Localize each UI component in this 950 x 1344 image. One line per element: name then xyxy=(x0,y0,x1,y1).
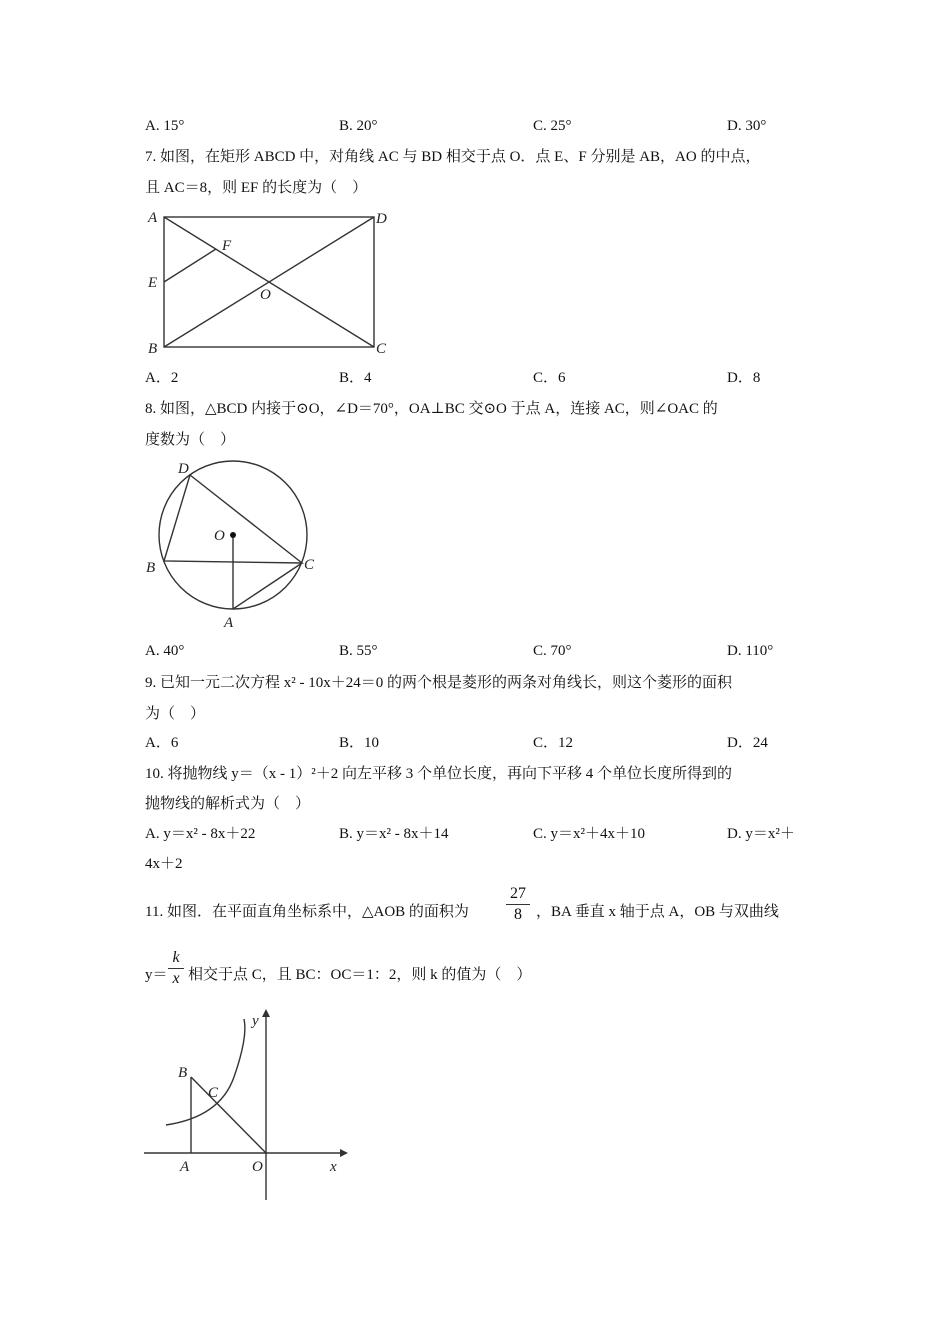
q8-option-c[interactable]: C. 70° xyxy=(533,643,572,659)
q8-options xyxy=(145,641,805,661)
q10-option-d[interactable]: D. y＝x²＋ xyxy=(727,826,795,842)
label-a: A xyxy=(224,615,234,631)
q7-rectangle-figure xyxy=(140,205,410,360)
label-o: O xyxy=(260,287,271,303)
q8-option-b[interactable]: B. 55° xyxy=(339,643,378,659)
q10-option-d-continuation: 4x＋2 xyxy=(145,856,183,872)
fraction-numerator: 27 xyxy=(506,884,530,905)
q10-options xyxy=(145,824,805,844)
q8-text-line1: 8. 如图，△BCD 内接于⊙O，∠D＝70°，OA⊥BC 交⊙O 于点 A，连接 AC，则∠OAC 的 xyxy=(145,401,718,417)
fraction-numerator: k xyxy=(168,948,184,969)
y-axis-arrow xyxy=(262,1009,270,1017)
q11-text-line2-pre: y＝ xyxy=(145,967,168,983)
q9-option-a[interactable]: A．6 xyxy=(145,735,179,751)
segment-ef xyxy=(164,249,216,282)
label-c: C xyxy=(208,1085,219,1101)
label-c: C xyxy=(376,341,387,357)
center-o-point xyxy=(230,532,236,538)
label-f: F xyxy=(222,238,232,254)
q9-text-line1: 9. 已知一元二次方程 x² - 10x＋24＝0 的两个根是菱形的两条对角线长，则这个菱形的面积 xyxy=(145,675,732,691)
segment-ac xyxy=(233,563,302,609)
q8-option-a[interactable]: A. 40° xyxy=(145,643,185,659)
fraction-denominator: x xyxy=(172,970,180,987)
q7-options xyxy=(145,368,805,388)
label-a: A xyxy=(180,1159,190,1175)
label-b: B xyxy=(148,341,158,357)
q9-options xyxy=(145,733,805,753)
label-c: C xyxy=(304,557,315,573)
label-b: B xyxy=(178,1065,188,1081)
q9-option-b[interactable]: B．10 xyxy=(339,735,380,751)
x-axis-arrow xyxy=(340,1149,348,1157)
q11-coordinate-figure xyxy=(140,1005,360,1205)
fraction-denominator: 8 xyxy=(514,906,522,923)
q11-text-line2-post: 相交于点 C，且 BC：OC＝1：2，则 k 的值为（ ） xyxy=(188,967,532,983)
q8-option-d[interactable]: D. 110° xyxy=(727,643,774,659)
q10-option-b[interactable]: B. y＝x² - 8x＋14 xyxy=(339,826,449,842)
label-e: E xyxy=(148,275,158,291)
q11-text-line1-pre: 11. 如图．在平面直角坐标系中，△AOB 的面积为 xyxy=(145,904,469,920)
q6-option-b[interactable]: B. 20° xyxy=(339,118,378,134)
label-y: y xyxy=(252,1013,259,1029)
q7-text-line1: 7. 如图，在矩形 ABCD 中，对角线 AC 与 BD 相交于点 O．点 E、F 分别是 AB，AO 的中点， xyxy=(145,149,761,165)
q7-text-line2: 且 AC＝8，则 EF 的长度为（ ） xyxy=(145,180,368,196)
q8-text-line2: 度数为（ ） xyxy=(145,432,236,448)
q6-options xyxy=(145,116,805,136)
q11-text-line1-post: ，BA 垂直 x 轴于点 A，OB 与双曲线 xyxy=(536,904,779,920)
q6-option-d[interactable]: D. 30° xyxy=(727,118,767,134)
q9-option-c[interactable]: C．12 xyxy=(533,735,574,751)
q9-option-d[interactable]: D．24 xyxy=(727,735,768,751)
label-d: D xyxy=(178,461,189,477)
label-o: O xyxy=(214,528,225,544)
q7-option-c[interactable]: C．6 xyxy=(533,370,566,386)
q7-option-a[interactable]: A．2 xyxy=(145,370,179,386)
q9-text-line2: 为（ ） xyxy=(145,706,206,722)
q7-option-d[interactable]: D．8 xyxy=(727,370,761,386)
label-d: D xyxy=(376,211,387,227)
label-o: O xyxy=(252,1159,263,1175)
q10-option-a[interactable]: A. y＝x² - 8x＋22 xyxy=(145,826,256,842)
q10-option-c[interactable]: C. y＝x²＋4x＋10 xyxy=(533,826,646,842)
label-a: A xyxy=(148,210,158,226)
q6-option-c[interactable]: C. 25° xyxy=(533,118,572,134)
q6-option-a[interactable]: A. 15° xyxy=(145,118,185,134)
q8-circle-figure xyxy=(140,455,340,635)
q10-text-line1: 10. 将抛物线 y＝（x - 1）²＋2 向左平移 3 个单位长度，再向下平移 4 个单位长度所得到的 xyxy=(145,766,732,782)
fraction-k-over-x xyxy=(168,948,184,989)
q7-option-b[interactable]: B．4 xyxy=(339,370,372,386)
fraction-27-over-8 xyxy=(506,884,530,925)
label-b: B xyxy=(146,560,156,576)
label-x: x xyxy=(330,1159,337,1175)
q10-text-line2: 抛物线的解析式为（ ） xyxy=(145,796,311,812)
